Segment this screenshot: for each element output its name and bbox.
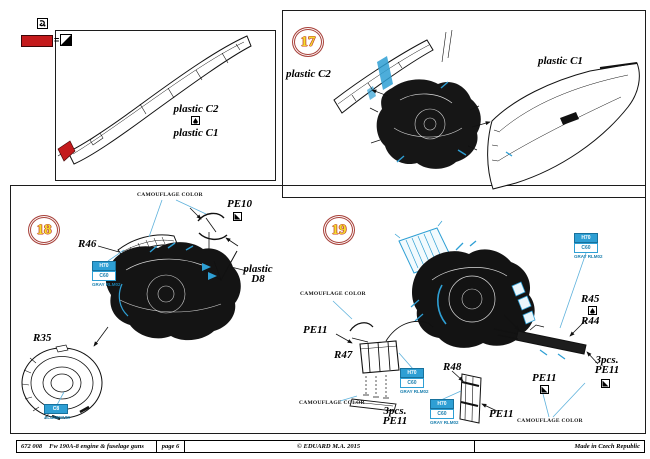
paint-callout-gray-18 [92, 261, 121, 287]
step-18-badge [28, 215, 60, 245]
made-in-text: Made in Czech Republic [574, 443, 640, 450]
step-19-number: 19 [331, 221, 347, 238]
paint-code-mrcolor: C60 [92, 271, 116, 281]
paint-name: GRAY RLM02 [92, 282, 121, 287]
glue-icon [191, 116, 200, 125]
step-17-badge [292, 27, 324, 57]
bend-icon [601, 379, 610, 388]
step17-plastic-c2-label: plastic C2 [286, 68, 331, 80]
step19-3pcs-pe11-center-label [374, 406, 416, 426]
paint-code-aluminium: C8 [44, 404, 68, 414]
paint-code-aqueous: H70 [574, 233, 598, 243]
footer-product-cell [17, 441, 157, 452]
red-part-swatch [21, 35, 53, 47]
symbol-icon [37, 18, 48, 29]
footer-page-cell [157, 441, 185, 452]
page-number: page 6 [161, 443, 180, 450]
step18-pe10-label: PE10 [227, 198, 253, 210]
footer-copyright-cell [185, 441, 474, 452]
paint-code-aqueous: H70 [92, 261, 116, 271]
plastic-d8-part: D8 [251, 273, 265, 285]
step-17-number: 17 [300, 33, 316, 50]
three-pcs-part: PE11 [382, 415, 408, 427]
step-18-number: 18 [36, 221, 52, 238]
step19-3pcs-pe11-right-label [586, 355, 628, 375]
bend-icon [233, 212, 242, 221]
step17-plastic-c1-label: plastic C1 [538, 55, 583, 67]
step18-camouflage-color-label: CAMOUFLAGE COLOR [137, 192, 203, 198]
paint-name: GRAY RLM02 [574, 254, 603, 259]
intro-plastic-c1-label: plastic C1 [173, 127, 219, 139]
step19-r47-label: R47 [334, 349, 353, 361]
paint-name: GRAY RLM02 [430, 420, 459, 425]
step19-pe11-left-label: PE11 [303, 324, 328, 336]
three-pcs-text: 3pcs. [595, 354, 619, 366]
paint-code-mrcolor: C60 [400, 378, 424, 388]
paint-name: GRAY RLM02 [400, 389, 429, 394]
plastic-d8-word: plastic [243, 263, 273, 275]
bend-icon [540, 385, 549, 394]
paint-code-aqueous: H70 [430, 399, 454, 409]
three-pcs-part: PE11 [594, 364, 620, 376]
glue-icon [588, 306, 597, 315]
paint-code-aqueous: H70 [400, 368, 424, 378]
step18-r35-label: R35 [33, 332, 52, 344]
catalog-number: 672 008 [21, 443, 43, 450]
step19-drawing [333, 221, 603, 423]
step19-camouflage-bottom-left-label: CAMOUFLAGE COLOR [299, 400, 365, 406]
intro-plastic-c2-label: plastic C2 [173, 103, 219, 115]
step17-drawing [334, 30, 639, 189]
step-19-badge [323, 215, 355, 245]
step18-r46-label: R46 [78, 238, 97, 250]
step19-pe11-mid-label: PE11 [532, 372, 557, 384]
equals-sign: = [54, 35, 60, 45]
step18-plastic-d8-label [236, 264, 280, 284]
paint-callout-gray-r48 [430, 399, 459, 425]
paint-name: ALUMINIUM [44, 415, 70, 420]
intro-fuselage-drawing [58, 36, 251, 164]
step19-r45-label: R45 [581, 293, 600, 305]
three-pcs-text: 3pcs. [383, 405, 407, 417]
paint-callout-gray-19-top [574, 233, 603, 259]
step19-r48-label: R48 [443, 361, 462, 373]
paint-code-mrcolor: C60 [574, 243, 598, 253]
step19-r44-label: R44 [581, 315, 600, 327]
camouflage-swatch-icon [60, 34, 72, 46]
footer-bar [16, 440, 645, 453]
paint-callout-gray-r47 [400, 368, 429, 394]
paint-callout-aluminium [44, 404, 68, 420]
copyright-text: © EDUARD M.A. 2015 [297, 443, 361, 450]
paint-code-mrcolor: C60 [430, 409, 454, 419]
product-title: Fw 190A-8 engine & fuselage guns [49, 443, 144, 450]
step19-camouflage-bottom-right-label: CAMOUFLAGE COLOR [517, 418, 583, 424]
step19-camouflage-top-label: CAMOUFLAGE COLOR [300, 291, 366, 297]
step19-pe11-bottom-label: PE11 [489, 408, 514, 420]
footer-origin-cell [474, 441, 644, 452]
